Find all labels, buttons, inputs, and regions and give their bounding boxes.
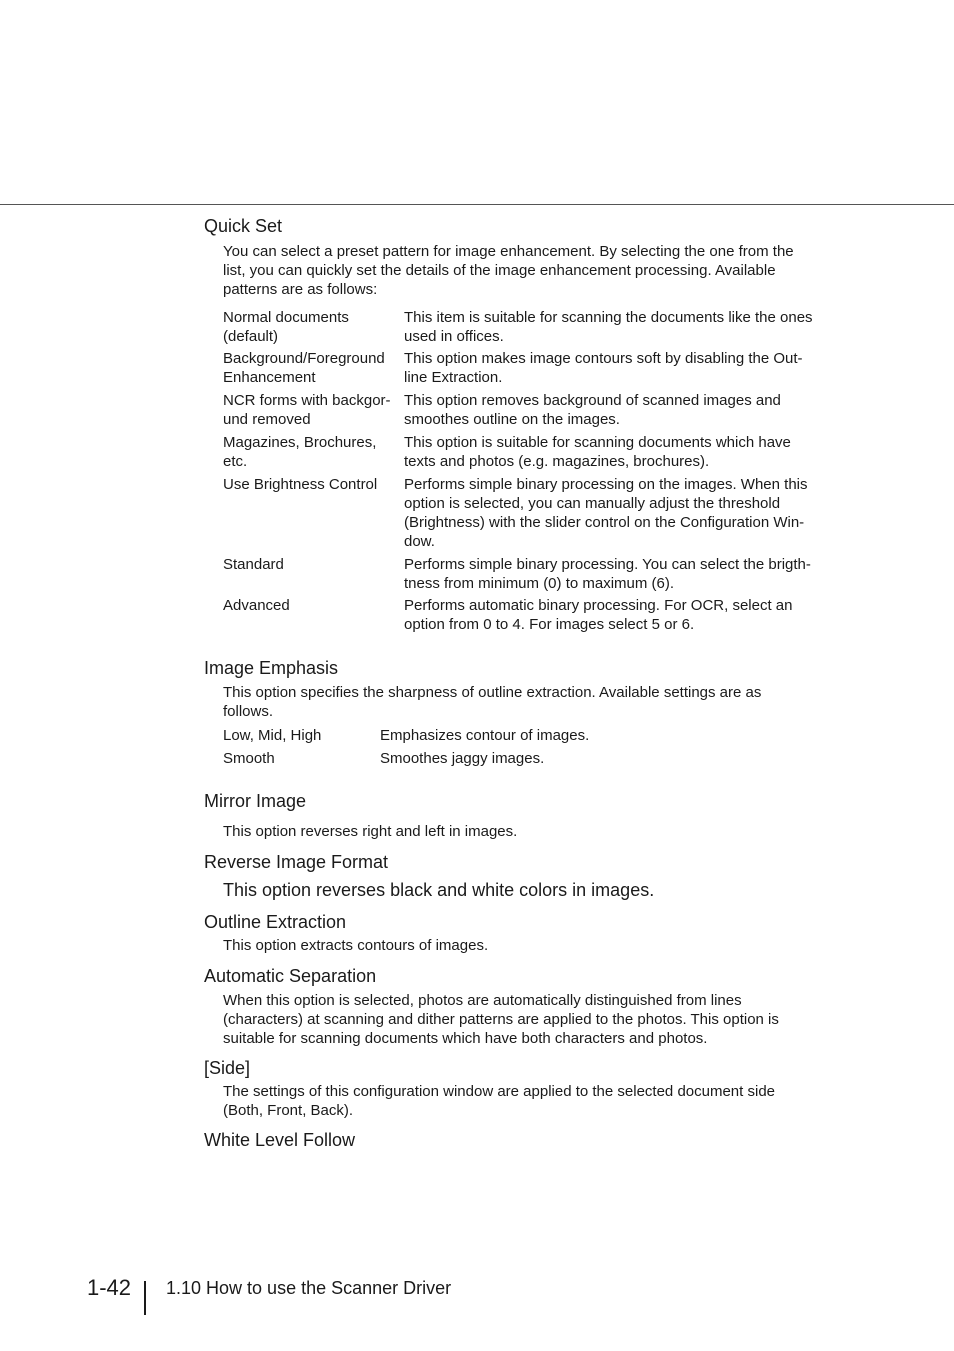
desc-line: Performs automatic binary processing. For OCR, select an [404,597,793,614]
side-text [223,1082,843,1120]
term-line: Normal documents [223,309,349,326]
term-line: Use Brightness Control [223,476,378,493]
term-line: Background/Foreground [223,350,385,367]
reverse-image-format-text: This option reverses black and white colors in images. [223,880,655,900]
term-line: (default) [223,328,279,345]
image-emphasis-desc [380,749,544,768]
desc-line: dow. [404,533,435,550]
image-emphasis-heading: Image Emphasis [204,658,339,678]
desc-line: This option makes image contours soft by disabling the Out- [404,350,803,367]
term-line: Smooth [223,750,275,767]
term-line: etc. [223,453,248,470]
automatic-separation-line: suitable for scanning documents which have both characters and photos. [223,1030,708,1047]
quick-set-desc [404,308,813,346]
term-line: Advanced [223,597,290,614]
image-emphasis-intro-line: follows. [223,703,274,720]
reverse-image-format-heading: Reverse Image Format [204,852,389,872]
page-number: 1-42 [87,1275,132,1300]
desc-line: texts and photos (e.g. magazines, brochures). [404,453,710,470]
desc-line: (Brightness) with the slider control on the Configuration Win- [404,514,805,531]
desc-line: tness from minimum (0) to maximum (6). [404,575,675,592]
quick-set-desc [404,391,781,429]
desc-line: Smoothes jaggy images. [380,750,545,767]
desc-line: used in offices. [404,328,504,345]
quick-set-term [223,555,284,574]
quick-set-intro [223,242,843,299]
header-rule [0,204,954,205]
quick-set-intro-line: patterns are as follows: [223,281,378,298]
side-text-line: (Both, Front, Back). [223,1102,354,1119]
quick-set-term [223,349,385,387]
mirror-image-text: This option reverses right and left in images. [223,823,518,840]
footer-divider [144,1281,146,1315]
automatic-separation-heading: Automatic Separation [204,966,377,986]
quick-set-desc [404,349,803,387]
desc-line: option from 0 to 4. For images select 5 or 6. [404,616,695,633]
quick-set-heading: Quick Set [204,216,283,236]
desc-line: This option removes background of scanned images and [404,392,781,409]
quick-set-term [223,308,349,346]
desc-line: This option is suitable for scanning documents which have [404,434,791,451]
outline-extraction-heading: Outline Extraction [204,912,347,932]
image-emphasis-intro [223,683,843,721]
quick-set-desc [404,596,792,634]
quick-set-term [223,596,290,615]
desc-line: line Extraction. [404,369,503,386]
white-level-follow-heading: White Level Follow [204,1130,356,1150]
term-line: Low, Mid, High [223,727,322,744]
desc-line: Emphasizes contour of images. [380,727,590,744]
quick-set-term [223,391,391,429]
quick-set-desc [404,475,808,551]
desc-line: option is selected, you can manually adjust the threshold [404,495,781,512]
outline-extraction-text: This option extracts contours of images. [223,937,489,954]
image-emphasis-term [223,749,275,768]
desc-line: Performs simple binary processing. You can select the brigth- [404,556,811,573]
desc-line: smoothes outline on the images. [404,411,620,428]
term-line: Magazines, Brochures, [223,434,377,451]
term-line: NCR forms with backgor- [223,392,391,409]
term-line: und removed [223,411,311,428]
automatic-separation-line: (characters) at scanning and dither patterns are applied to the photos. This option is [223,1011,779,1028]
mirror-image-heading: Mirror Image [204,791,307,811]
term-line: Standard [223,556,284,573]
desc-line: This item is suitable for scanning the documents like the ones [404,309,813,326]
quick-set-desc [404,433,791,471]
quick-set-intro-line: You can select a preset pattern for image enhancement. By selecting the one from the [223,243,794,260]
automatic-separation-text [223,991,843,1048]
image-emphasis-desc [380,726,589,745]
image-emphasis-term [223,726,321,745]
image-emphasis-intro-line: This option specifies the sharpness of outline extraction. Available settings are as [223,684,762,701]
quick-set-term [223,475,377,494]
desc-line: Performs simple binary processing on the images. When this [404,476,808,493]
side-text-line: The settings of this configuration window are applied to the selected document side [223,1083,775,1100]
term-line: Enhancement [223,369,316,386]
automatic-separation-line: When this option is selected, photos are automatically distinguished from lines [223,992,742,1009]
quick-set-term [223,433,376,471]
quick-set-intro-line: list, you can quickly set the details of the image enhancement processing. Available [223,262,776,279]
quick-set-desc [404,555,811,593]
footer-section-title: 1.10 How to use the Scanner Driver [166,1278,452,1298]
side-heading: [Side] [204,1058,251,1078]
